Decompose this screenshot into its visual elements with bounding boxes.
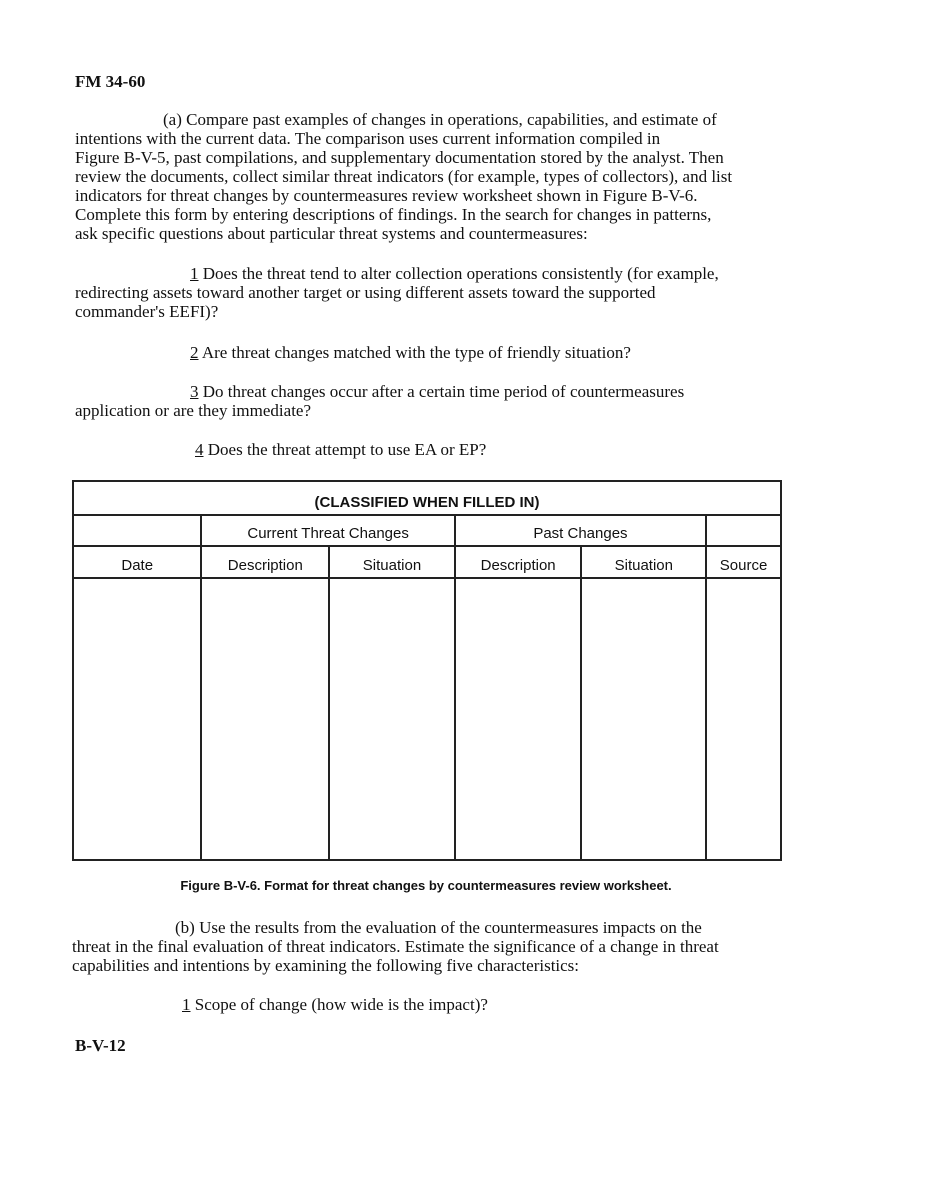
column-header-current-description: Description [201, 546, 329, 578]
item-number: 3 [190, 382, 199, 401]
text-line: (a) Compare past examples of changes in operations, capabilities, and estimate of [163, 110, 717, 129]
text-line: (b) Use the results from the evaluation of the countermeasures impacts on the [175, 918, 702, 937]
characteristic-1 [182, 995, 488, 1014]
text-line: application or are they immediate? [75, 401, 312, 420]
text-line: ask specific questions about particular threat systems and countermeasures: [75, 224, 588, 243]
past-description-entry-cell[interactable] [455, 578, 582, 860]
column-header-past-description: Description [455, 546, 582, 578]
current-situation-entry-cell[interactable] [329, 578, 455, 860]
item-number: 2 [190, 343, 199, 362]
text-line: intentions with the current data. The comparison uses current information compiled in [75, 129, 661, 148]
figure-caption: Figure B-V-6. Format for threat changes by countermeasures review worksheet. [180, 878, 672, 893]
text-line: Are threat changes matched with the type of friendly situation? [201, 343, 631, 362]
column-header-source: Source [706, 546, 781, 578]
past-situation-entry-cell[interactable] [581, 578, 706, 860]
column-header-current-situation: Situation [329, 546, 455, 578]
text-line: Do threat changes occur after a certain time period of countermeasures [202, 382, 685, 401]
text-line: Does the threat tend to alter collection operations consistently (for example, [202, 264, 719, 283]
text-line: review the documents, collect similar threat indicators (for example, types of collectors), and list [75, 167, 733, 186]
column-header-date: Date [73, 546, 201, 578]
date-entry-cell[interactable] [73, 578, 201, 860]
page-header: FM 34-60 [75, 72, 146, 91]
group-header-past: Past Changes [455, 515, 706, 546]
text-line: Scope of change (how wide is the impact)? [194, 995, 488, 1014]
text-line: indicators for threat changes by countermeasures review worksheet shown in Figure B-V-6. [75, 186, 698, 205]
empty-cell [706, 515, 781, 546]
page-footer: B-V-12 [75, 1036, 126, 1055]
text-line: Does the threat attempt to use EA or EP? [207, 440, 487, 459]
text-line: Complete this form by entering descriptions of findings. In the search for changes in patterns, [75, 205, 712, 224]
item-number: 4 [195, 440, 204, 459]
current-description-entry-cell[interactable] [201, 578, 329, 860]
text-line: commander's EEFI)? [75, 302, 219, 321]
text-line: Figure B-V-5, past compilations, and supplementary documentation stored by the analyst. Then [75, 148, 724, 167]
item-number: 1 [190, 264, 199, 283]
worksheet-table [72, 480, 782, 861]
item-number: 1 [182, 995, 191, 1014]
column-header-past-situation: Situation [581, 546, 706, 578]
source-entry-cell[interactable] [706, 578, 781, 860]
text-line: capabilities and intentions by examining the following five characteristics: [72, 956, 580, 975]
empty-cell [73, 515, 201, 546]
text-line: threat in the final evaluation of threat indicators. Estimate the significance of a change in threat [72, 937, 719, 956]
group-header-current: Current Threat Changes [201, 515, 454, 546]
text-line: redirecting assets toward another target or using different assets toward the supported [75, 283, 656, 302]
classification-banner: (CLASSIFIED WHEN FILLED IN) [73, 481, 781, 515]
